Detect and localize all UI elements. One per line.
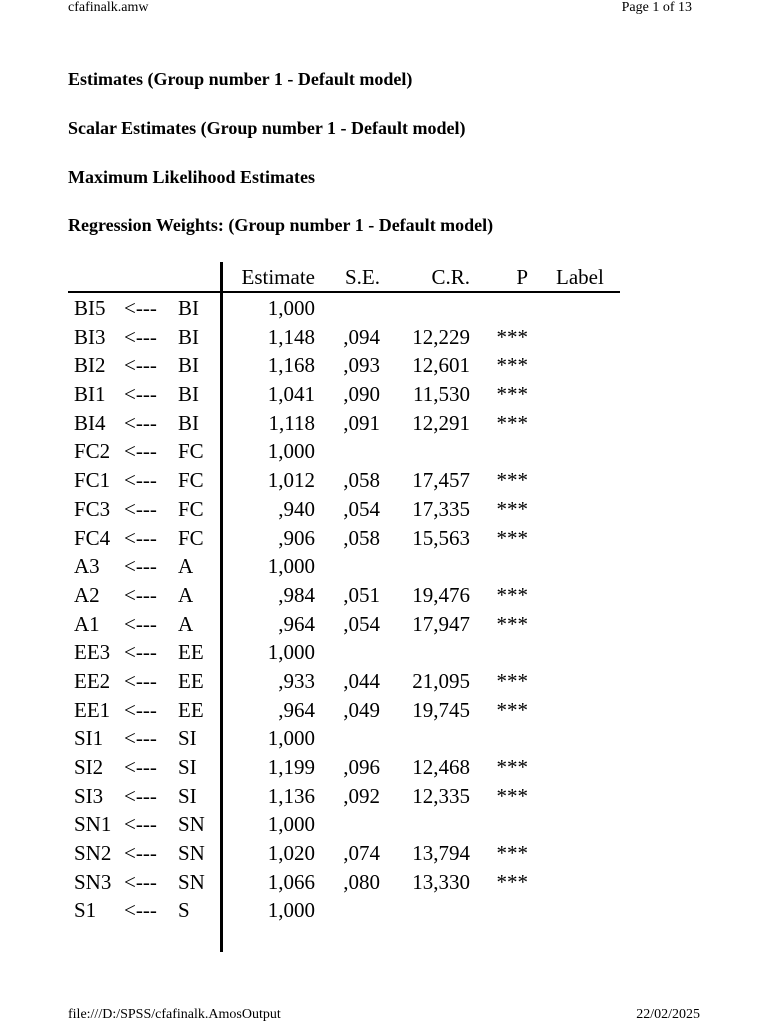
table-row xyxy=(68,896,620,925)
cell-arrow: <--- xyxy=(124,468,157,493)
cell-arrow: <--- xyxy=(124,353,157,378)
cell-p: *** xyxy=(496,841,528,866)
cell-dependent: SI1 xyxy=(74,726,104,751)
cell-arrow: <--- xyxy=(124,869,157,894)
cell-se: ,058 xyxy=(343,468,380,493)
cell-dependent: S1 xyxy=(74,898,97,923)
cell-dependent: SI2 xyxy=(74,755,104,779)
cell-estimate: 1,066 xyxy=(267,869,315,894)
cell-se: ,080 xyxy=(343,869,380,894)
table-row xyxy=(68,610,620,639)
cell-cr: 17,335 xyxy=(412,496,470,521)
cell-se: ,096 xyxy=(343,755,380,779)
cell-p: *** xyxy=(496,697,528,722)
cell-arrow: <--- xyxy=(124,755,157,779)
cell-dependent: BI5 xyxy=(74,296,106,320)
table-row xyxy=(68,810,620,839)
table-row xyxy=(68,409,620,438)
cell-cr: 12,229 xyxy=(412,324,470,349)
cell-arrow: <--- xyxy=(124,640,157,665)
table-row xyxy=(68,581,620,610)
cell-predictor: SI xyxy=(178,755,197,779)
cell-p: *** xyxy=(496,755,528,779)
cell-arrow: <--- xyxy=(124,783,157,808)
cell-predictor: S xyxy=(178,898,190,923)
table-row xyxy=(68,638,620,667)
table-row xyxy=(68,323,620,352)
section-heading-ml-estimates: Maximum Likelihood Estimates xyxy=(68,167,316,187)
cell-cr: 13,330 xyxy=(412,869,470,894)
cell-predictor: EE xyxy=(178,640,204,665)
cell-cr: 17,947 xyxy=(412,611,470,636)
cell-dependent: EE2 xyxy=(74,668,111,693)
page-footer-date: 22/02/2025 xyxy=(636,1007,700,1022)
table-row xyxy=(68,724,620,753)
table-row xyxy=(68,552,620,581)
cell-dependent: SN1 xyxy=(74,812,112,837)
cell-se: ,054 xyxy=(343,611,380,636)
cell-predictor: BI xyxy=(178,296,199,320)
cell-estimate: 1,000 xyxy=(267,554,315,579)
table-row xyxy=(68,466,620,495)
table-header-row xyxy=(68,262,620,293)
table-row xyxy=(68,294,620,323)
cell-p: *** xyxy=(496,324,528,349)
cell-dependent: FC3 xyxy=(74,496,111,521)
column-header-cr: C.R. xyxy=(431,265,470,289)
cell-estimate: ,933 xyxy=(278,668,315,693)
cell-predictor: A xyxy=(178,554,194,579)
cell-dependent: EE1 xyxy=(74,697,111,722)
cell-se: ,074 xyxy=(343,841,380,866)
cell-dependent: FC1 xyxy=(74,468,111,493)
cell-predictor: A xyxy=(178,582,194,607)
cell-estimate: ,906 xyxy=(278,525,315,550)
cell-p: *** xyxy=(496,410,528,435)
cell-se: ,049 xyxy=(343,697,380,722)
cell-estimate: 1,000 xyxy=(267,439,315,464)
cell-predictor: BI xyxy=(178,353,199,378)
cell-dependent: EE3 xyxy=(74,640,111,665)
cell-estimate: 1,118 xyxy=(268,410,315,435)
cell-arrow: <--- xyxy=(124,296,157,320)
cell-p: *** xyxy=(496,668,528,693)
table-row xyxy=(68,782,620,811)
page-footer-path: file:///D:/SPSS/cfafinalk.AmosOutput xyxy=(68,1007,281,1022)
cell-dependent: BI3 xyxy=(74,324,106,349)
cell-se: ,044 xyxy=(343,668,380,693)
table-row xyxy=(68,696,620,725)
cell-dependent: A1 xyxy=(74,611,100,636)
cell-dependent: A2 xyxy=(74,582,100,607)
cell-cr: 13,794 xyxy=(412,841,470,866)
cell-predictor: EE xyxy=(178,668,204,693)
cell-cr: 19,745 xyxy=(412,697,470,722)
cell-p: *** xyxy=(496,783,528,808)
cell-dependent: SI3 xyxy=(74,783,104,808)
cell-arrow: <--- xyxy=(124,898,157,923)
cell-cr: 15,563 xyxy=(412,525,470,550)
cell-estimate: 1,020 xyxy=(267,841,315,866)
cell-arrow: <--- xyxy=(124,496,157,521)
cell-estimate: 1,199 xyxy=(267,755,315,779)
table-row xyxy=(68,351,620,380)
cell-arrow: <--- xyxy=(124,554,157,579)
table-row xyxy=(68,495,620,524)
cell-arrow: <--- xyxy=(124,382,157,407)
cell-p: *** xyxy=(496,611,528,636)
table-row xyxy=(68,839,620,868)
cell-estimate: 1,000 xyxy=(267,640,315,665)
column-header-estimate: Estimate xyxy=(241,265,315,289)
cell-p: *** xyxy=(496,382,528,407)
cell-dependent: FC2 xyxy=(74,439,111,464)
cell-arrow: <--- xyxy=(124,697,157,722)
cell-estimate: 1,012 xyxy=(267,468,315,493)
cell-arrow: <--- xyxy=(124,439,157,464)
cell-predictor: BI xyxy=(178,410,199,435)
cell-se: ,093 xyxy=(343,353,380,378)
table-row xyxy=(68,380,620,409)
cell-se: ,091 xyxy=(343,410,380,435)
cell-arrow: <--- xyxy=(124,324,157,349)
page-header-page-number: Page 1 of 13 xyxy=(621,0,692,15)
cell-p: *** xyxy=(496,496,528,521)
cell-arrow: <--- xyxy=(124,525,157,550)
table-row xyxy=(68,868,620,897)
cell-se: ,054 xyxy=(343,496,380,521)
cell-cr: 12,601 xyxy=(412,353,470,378)
cell-estimate: 1,168 xyxy=(267,353,315,378)
column-header-p: P xyxy=(516,265,528,289)
cell-p: *** xyxy=(496,525,528,550)
cell-predictor: SN xyxy=(178,812,205,837)
column-header-label: Label xyxy=(556,265,604,289)
cell-arrow: <--- xyxy=(124,812,157,837)
cell-se: ,058 xyxy=(343,525,380,550)
cell-cr: 11,530 xyxy=(413,382,470,407)
cell-dependent: A3 xyxy=(74,554,100,579)
cell-predictor: EE xyxy=(178,697,204,722)
cell-arrow: <--- xyxy=(124,410,157,435)
cell-cr: 21,095 xyxy=(412,668,470,693)
cell-se: ,090 xyxy=(343,382,380,407)
cell-cr: 17,457 xyxy=(412,468,470,493)
cell-estimate: 1,041 xyxy=(267,382,315,407)
cell-arrow: <--- xyxy=(124,611,157,636)
cell-predictor: SN xyxy=(178,869,205,894)
section-heading-estimates: Estimates (Group number 1 - Default model) xyxy=(68,69,413,89)
cell-dependent: SN2 xyxy=(74,841,112,866)
cell-se: ,094 xyxy=(343,324,380,349)
cell-estimate: ,964 xyxy=(278,611,315,636)
cell-arrow: <--- xyxy=(124,582,157,607)
cell-se: ,051 xyxy=(343,582,380,607)
cell-cr: 12,468 xyxy=(412,755,470,779)
cell-predictor: A xyxy=(178,611,194,636)
column-header-se: S.E. xyxy=(344,265,380,289)
cell-estimate: ,964 xyxy=(278,697,315,722)
cell-dependent: BI4 xyxy=(74,410,106,435)
cell-estimate: 1,000 xyxy=(267,726,315,751)
regression-weights-table xyxy=(68,262,620,925)
cell-estimate: ,940 xyxy=(278,496,315,521)
cell-predictor: SN xyxy=(178,841,205,866)
cell-dependent: FC4 xyxy=(74,525,111,550)
cell-dependent: SN3 xyxy=(74,869,112,894)
cell-estimate: ,984 xyxy=(278,582,315,607)
cell-estimate: 1,000 xyxy=(267,296,315,320)
section-heading-scalar-estimates: Scalar Estimates (Group number 1 - Default model) xyxy=(68,118,466,138)
table-body xyxy=(68,293,620,925)
cell-predictor: BI xyxy=(178,324,199,349)
section-heading-regression-weights: Regression Weights: (Group number 1 - Default model) xyxy=(68,215,494,235)
cell-dependent: BI2 xyxy=(74,353,106,378)
cell-predictor: FC xyxy=(178,525,204,550)
cell-cr: 12,291 xyxy=(412,410,470,435)
cell-predictor: BI xyxy=(178,382,199,407)
cell-predictor: FC xyxy=(178,468,204,493)
table-row xyxy=(68,437,620,466)
page-header-filename: cfafinalk.amw xyxy=(68,0,149,15)
cell-estimate: 1,000 xyxy=(267,898,315,923)
cell-p: *** xyxy=(496,353,528,378)
cell-predictor: SI xyxy=(178,783,197,808)
cell-estimate: 1,148 xyxy=(267,324,315,349)
table-row xyxy=(68,524,620,553)
cell-p: *** xyxy=(496,582,528,607)
cell-cr: 19,476 xyxy=(412,582,470,607)
cell-estimate: 1,136 xyxy=(267,783,315,808)
cell-dependent: BI1 xyxy=(74,382,106,407)
cell-predictor: SI xyxy=(178,726,197,751)
cell-arrow: <--- xyxy=(124,668,157,693)
cell-estimate: 1,000 xyxy=(267,812,315,837)
cell-arrow: <--- xyxy=(124,726,157,751)
table-row xyxy=(68,667,620,696)
cell-arrow: <--- xyxy=(124,841,157,866)
cell-predictor: FC xyxy=(178,496,204,521)
cell-se: ,092 xyxy=(343,783,380,808)
cell-predictor: FC xyxy=(178,439,204,464)
cell-cr: 12,335 xyxy=(412,783,470,808)
cell-p: *** xyxy=(496,869,528,894)
table-row xyxy=(68,753,620,782)
cell-p: *** xyxy=(496,468,528,493)
